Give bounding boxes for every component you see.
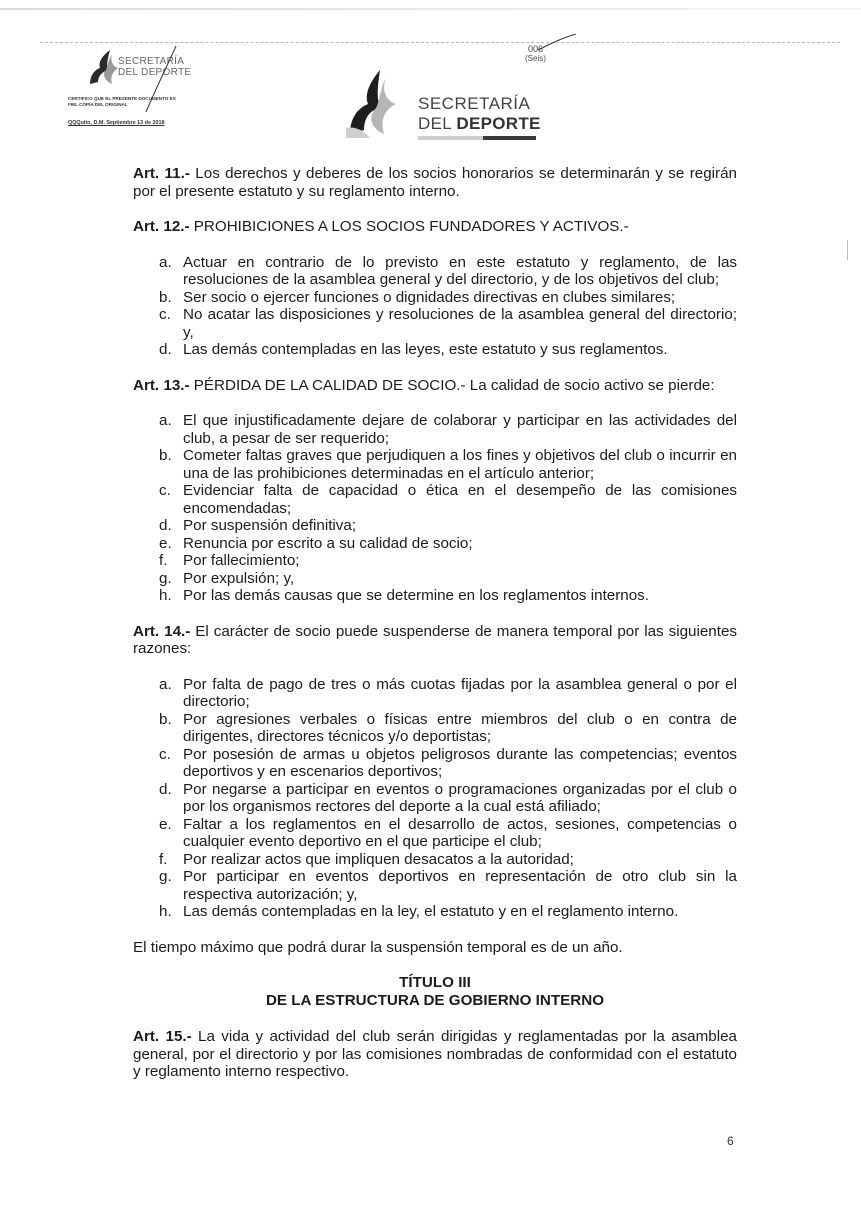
foliation-mark — [520, 34, 590, 64]
list-item — [133, 482, 737, 517]
list-item — [133, 903, 737, 921]
list-item — [133, 306, 737, 341]
article-label: Art. 14.- — [133, 622, 191, 640]
list-item-label: e. — [159, 534, 172, 552]
article-14 — [133, 623, 737, 658]
list-item — [133, 781, 737, 816]
list-item — [133, 746, 737, 781]
logo-text-deporte: DEPORTE — [456, 114, 541, 133]
article-label: Art. 13.- — [133, 376, 190, 394]
list-item-label: c. — [159, 745, 171, 763]
list-item-label: f. — [159, 850, 168, 868]
list-item — [133, 851, 737, 869]
list-item-label: d. — [159, 341, 172, 358]
article-13 — [133, 377, 737, 395]
list-item — [133, 868, 737, 903]
list-item-text: Ser socio o ejercer funciones o dignidades directivas en clubes similares; — [183, 288, 676, 306]
page-number: 6 — [727, 1134, 734, 1148]
list-item — [133, 289, 737, 307]
list-item-text: Por realizar actos que impliquen desacatos a la autoridad; — [183, 850, 574, 868]
article-label: Art. 15.- — [133, 1028, 192, 1045]
list-item-text: Renuncia por escrito a su calidad de socio; — [183, 534, 473, 552]
list-item-label: b. — [159, 288, 172, 306]
list-item-text: Faltar a los reglamentos en el desarrollo de actos, sesiones, competencias o cualquier evento deportivo en el que participe el club; — [183, 815, 737, 850]
list-item — [133, 552, 737, 570]
list-item — [133, 254, 737, 289]
list-item — [133, 676, 737, 711]
logo-text-del: DEL — [418, 114, 457, 133]
article-text: Los derechos y deberes de los socios honorarios se determinarán y se regirán por el presente estatuto y su reglamento interno. — [133, 165, 737, 200]
logo-text-line1: SECRETARÍA — [418, 94, 531, 113]
article-label: Art. 12.- — [133, 218, 190, 235]
list-item-text: No acatar las disposiciones y resoluciones de la asamblea general del directorio; y, — [183, 306, 737, 341]
section-title-line1: TÍTULO III — [399, 974, 471, 991]
certification-stamp — [68, 44, 208, 134]
list-item-label: g. — [159, 868, 172, 885]
list-item-text: Por agresiones verbales o físicas entre miembros del club o en contra de dirigentes, directores técnicos y/o deportistas; — [183, 710, 737, 745]
article-13-list — [133, 412, 737, 605]
list-item-text: Por posesión de armas u objetos peligrosos durante las competencias; eventos deportivos y en escenarios deportivos; — [183, 745, 737, 780]
list-item-label: a. — [159, 675, 172, 693]
foliation-number: 006 — [528, 44, 544, 54]
article-14-list — [133, 676, 737, 921]
list-item-label: c. — [159, 482, 171, 499]
list-item-label: d. — [159, 517, 172, 534]
stamp-date: QQQuito, D.M. Septiembre 13 de 2018 — [68, 120, 165, 126]
secretaria-del-deporte-logo — [340, 68, 570, 148]
stamp-certification-text: CERTIFICO QUE EL PRESENTE DOCUMENTO ES FIEL COPIA DEL ORIGINAL — [68, 96, 176, 107]
article-label: Art. 11.- — [133, 165, 190, 182]
list-item — [133, 816, 737, 851]
article-text: PROHIBICIONES A LOS SOCIOS FUNDADORES Y ACTIVOS.- — [193, 218, 629, 235]
list-item-label: a. — [159, 412, 172, 429]
scan-edge-line — [0, 8, 861, 10]
article-11 — [133, 165, 737, 200]
suspension-closing-text: El tiempo máximo que podrá durar la suspensión temporal es de un año. — [133, 938, 623, 956]
list-item-label: d. — [159, 780, 172, 798]
list-item-label: b. — [159, 447, 172, 464]
scan-margin-mark — [847, 240, 848, 260]
list-item-text: Por fallecimiento; — [183, 552, 300, 569]
article-15 — [133, 1028, 737, 1081]
list-item-text: Las demás contempladas en la ley, el estatuto y en el reglamento interno. — [183, 903, 679, 920]
list-item-label: b. — [159, 710, 172, 728]
list-item — [133, 711, 737, 746]
article-12 — [133, 218, 737, 236]
list-item-text: El que injustificadamente dejare de colaborar y participar en las actividades del club, a pesar de ser requerido; — [183, 412, 737, 447]
list-item — [133, 517, 737, 535]
list-item-text: Por expulsión; y, — [183, 569, 295, 587]
list-item — [133, 447, 737, 482]
article-12-list — [133, 254, 737, 359]
list-item-text: Las demás contempladas en las leyes, este estatuto y sus reglamentos. — [183, 341, 668, 358]
list-item — [133, 341, 737, 359]
stamp-ministry-name: SECRETARÍA DEL DEPORTE — [118, 56, 192, 78]
list-item-text: Cometer faltas graves que perjudiquen a los fines y objetivos del club o incurrir en una de las prohibiciones determinadas en el artículo anterior; — [183, 447, 737, 482]
list-item-text: Por suspensión definitiva; — [183, 517, 357, 534]
list-item-label: e. — [159, 815, 172, 833]
logo-underline-bar — [418, 136, 536, 140]
document-body — [133, 165, 737, 1099]
list-item-label: a. — [159, 253, 172, 271]
list-item-text: Por falta de pago de tres o más cuotas fijadas por la asamblea general o por el directorio; — [183, 675, 737, 710]
flame-swoosh-icon — [340, 68, 408, 140]
list-item — [133, 412, 737, 447]
list-item-text: Actuar en contrario de lo previsto en este estatuto y reglamento, de las resoluciones de la asamblea general y del directorio, y de los objetivos del club; — [183, 253, 737, 288]
foliation-word: (Seis) — [525, 54, 546, 63]
article-text: El carácter de socio puede suspenderse de manera temporal por las siguientes razones: — [133, 622, 737, 657]
list-item-text: Por participar en eventos deportivos en representación de otro club sin la respectiva autorización; y, — [183, 868, 737, 903]
list-item — [133, 587, 737, 605]
list-item-label: g. — [159, 569, 172, 587]
list-item-text: Por negarse a participar en eventos o programaciones organizadas por el club o por los organismos rectores del deporte a la cual está afiliado; — [183, 780, 737, 815]
list-item — [133, 570, 737, 588]
list-item-label: h. — [159, 587, 172, 604]
list-item-text: Por las demás causas que se determine en los reglamentos internos. — [183, 587, 649, 604]
section-title-line2: DE LA ESTRUCTURA DE GOBIERNO INTERNO — [265, 992, 605, 1009]
list-item — [133, 535, 737, 553]
list-item-text: Evidenciar falta de capacidad o ética en el desempeño de las comisiones encomendadas; — [183, 482, 737, 517]
section-title — [133, 974, 737, 1010]
list-item-label: h. — [159, 903, 172, 920]
article-text: La vida y actividad del club serán dirigidas y reglamentadas por la asamblea general, por el directorio y por las comisiones nombradas de conformidad con el estatuto y reglamento interno respectivo. — [133, 1028, 737, 1080]
list-item-label: f. — [159, 552, 168, 569]
list-item-label: c. — [159, 306, 171, 323]
logo-text-line2 — [418, 114, 541, 134]
article-text: PÉRDIDA DE LA CALIDAD DE SOCIO.- La calidad de socio activo se pierde: — [193, 376, 715, 394]
